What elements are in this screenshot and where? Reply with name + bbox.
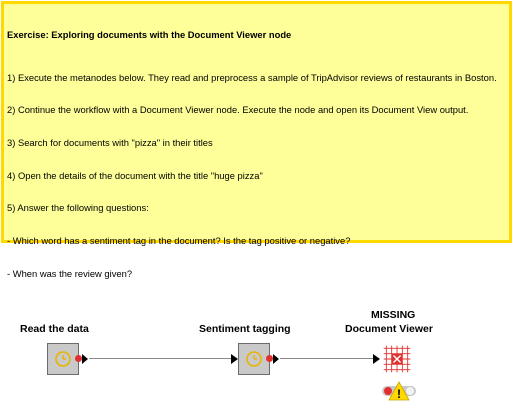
warning-icon[interactable] [388, 381, 410, 401]
document-viewer-node[interactable] [381, 343, 413, 375]
sentiment-out-port[interactable] [273, 354, 279, 364]
sentiment-tagging-label[interactable]: Sentiment tagging [199, 323, 291, 335]
read-data-out-port[interactable] [82, 354, 88, 364]
connection-arrow [231, 354, 238, 364]
annotation-line: 1) Execute the metanodes below. They read and preprocess a sample of TripAdvisor reviews of restaurants in Boston. [7, 71, 497, 83]
document-viewer-label[interactable]: Document Viewer [345, 323, 433, 335]
read-data-label[interactable]: Read the data [20, 323, 89, 335]
connection-sentiment-to-viewer[interactable] [280, 358, 373, 359]
annotation-line: 5) Answer the following questions: [7, 202, 149, 214]
workflow-annotation[interactable] [1, 1, 512, 279]
annotation-line: - When was the review given? [7, 267, 133, 279]
read-data-out-port-status [75, 355, 82, 362]
document-viewer-label-missing[interactable]: MISSING [371, 309, 416, 321]
svg-text:!: ! [397, 387, 401, 401]
annotation-line: - Which word has a sentiment tag in the document? Is the tag positive or negative? [7, 235, 351, 247]
annotation-line: 4) Open the details of the document with the title "huge pizza" [7, 169, 263, 181]
sentiment-out-port-status [266, 355, 273, 362]
annotation-title: Exercise: Exploring documents with the Document Viewer node [7, 28, 292, 40]
annotation-line: 2) Continue the workflow with a Document Viewer node. Execute the node and open its Document View output. [7, 104, 469, 116]
connection-arrow [373, 354, 380, 364]
annotation-line: 3) Search for documents with "pizza" in their titles [7, 136, 213, 148]
metanode-clock-icon [54, 350, 72, 368]
annotation-text [4, 4, 509, 306]
connection-read-to-sentiment[interactable] [89, 358, 231, 359]
metanode-clock-icon [245, 350, 263, 368]
